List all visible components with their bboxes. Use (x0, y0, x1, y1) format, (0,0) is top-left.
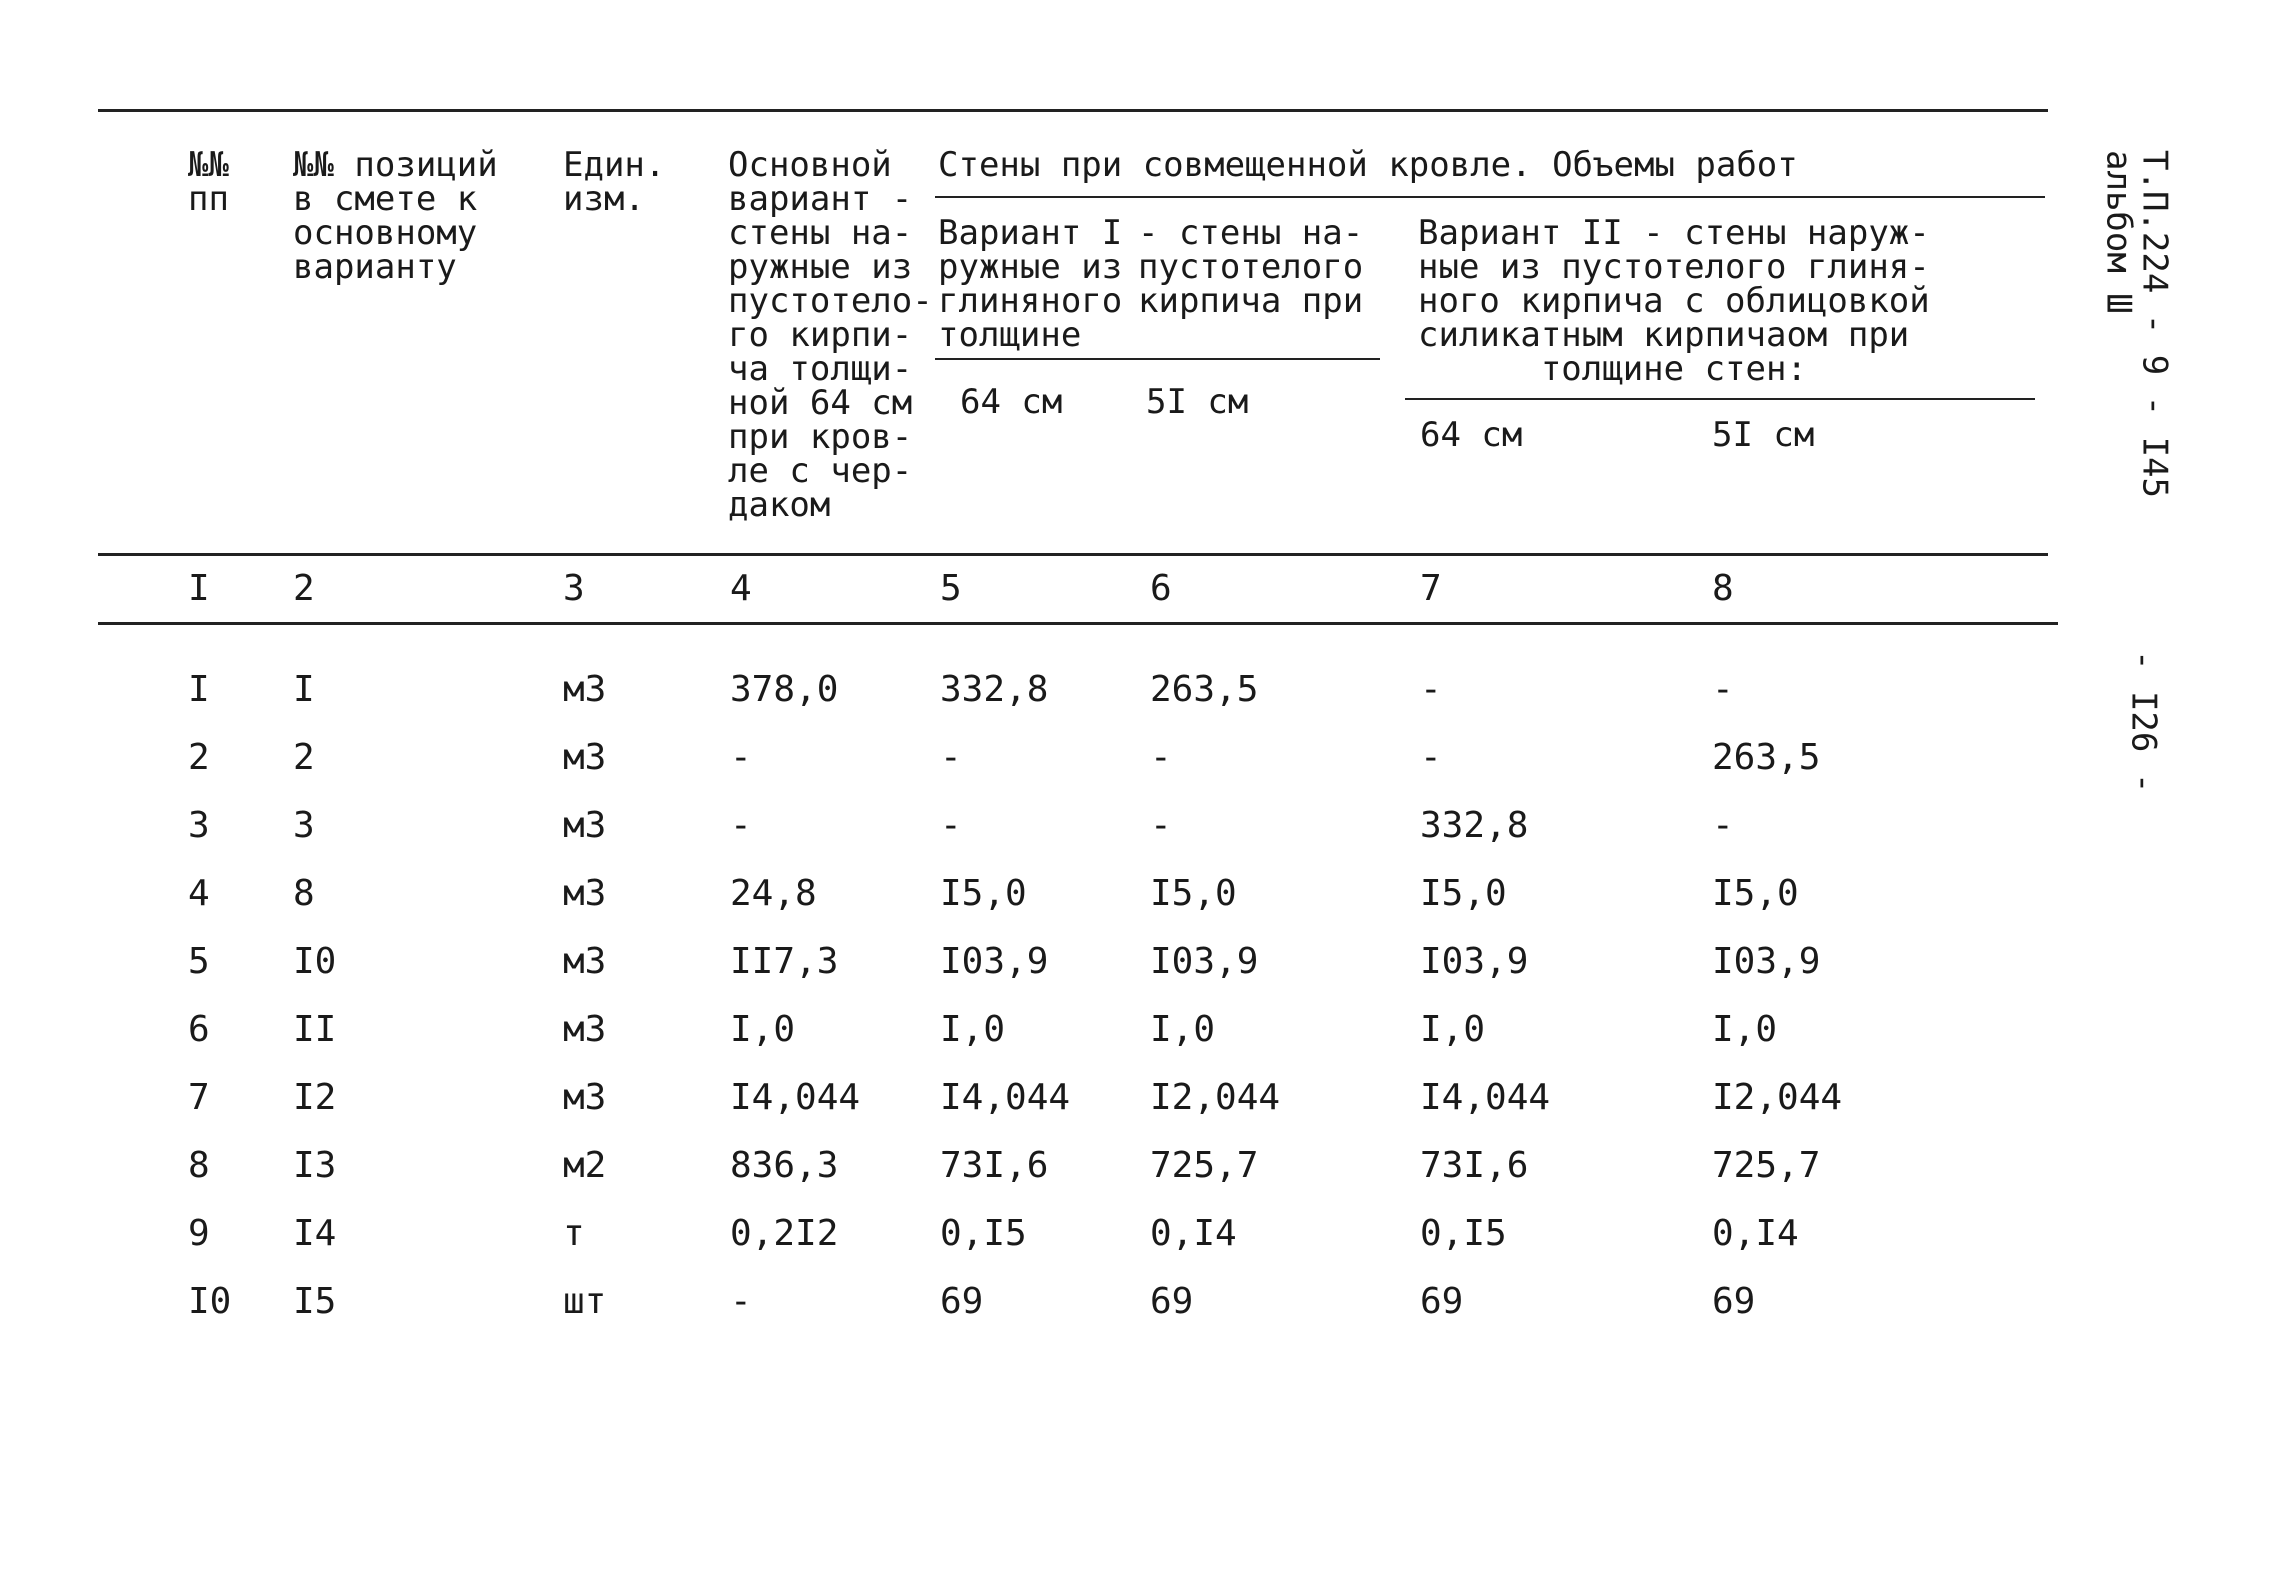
row-cell: м3 (563, 669, 607, 710)
row-cell: 263,5 (1712, 737, 1821, 778)
row-cell: I,0 (730, 1009, 796, 1050)
page-number: - I26 - (2123, 650, 2164, 794)
row-cell: I4,044 (730, 1077, 861, 1118)
row-cell: I,0 (1712, 1009, 1778, 1050)
row-cell: 332,8 (1420, 805, 1529, 846)
row-cell: 24,8 (730, 873, 817, 914)
row-cell: 4 (188, 873, 210, 914)
row-cell: I4,044 (1420, 1077, 1551, 1118)
row-cell: I5,0 (1712, 873, 1799, 914)
header-variant1-51: 5I см (1146, 382, 1249, 422)
row-cell: м2 (563, 1145, 607, 1186)
row-cell: I0 (293, 941, 337, 982)
row-cell: 836,3 (730, 1145, 839, 1186)
row-cell: м3 (563, 1077, 607, 1118)
row-cell: I5,0 (940, 873, 1027, 914)
row-cell: I3 (293, 1145, 337, 1186)
header-col-1: №№ пп (188, 145, 229, 219)
row-cell: I4 (293, 1213, 337, 1254)
row-cell: 73I,6 (1420, 1145, 1529, 1186)
row-cell: 8 (188, 1145, 210, 1186)
row-cell: - (1150, 805, 1172, 846)
row-cell: м3 (563, 873, 607, 914)
row-cell: 3 (188, 805, 210, 846)
column-number-3: 3 (563, 568, 585, 609)
row-cell: - (730, 805, 752, 846)
row-cell: 0,2I2 (730, 1213, 839, 1254)
variant1-subhead-rule (935, 358, 1380, 360)
row-cell: 378,0 (730, 669, 839, 710)
header-col-2: №№ позиций в смете к основному варианту (293, 145, 498, 287)
header-variant2: Вариант II - стены наруж- ные из пустотелого глиня- ного кирпича с облицовкой силикатным кирпичаом при толщине стен: (1418, 213, 1930, 389)
row-cell: - (730, 1281, 752, 1322)
row-cell: 0,I5 (1420, 1213, 1507, 1254)
row-cell: II (293, 1009, 337, 1050)
row-cell: - (940, 805, 962, 846)
row-cell: 73I,6 (940, 1145, 1049, 1186)
row-cell: 69 (1150, 1281, 1194, 1322)
row-cell: 2 (188, 737, 210, 778)
header-col-4: Основной вариант - стены на- ружные из пустотело- го кирпи- ча толщи- ной 64 см при кров- ле с чер- даком (728, 145, 933, 525)
row-cell: II7,3 (730, 941, 839, 982)
row-cell: 8 (293, 873, 315, 914)
header-variant2-64: 64 см (1420, 415, 1523, 455)
row-cell: 0,I4 (1712, 1213, 1799, 1254)
row-cell: шт (563, 1281, 607, 1322)
row-cell: 725,7 (1150, 1145, 1259, 1186)
row-cell: I (293, 669, 315, 710)
row-cell: 69 (1712, 1281, 1756, 1322)
row-cell: 263,5 (1150, 669, 1259, 710)
row-cell: I (188, 669, 210, 710)
row-cell: I,0 (940, 1009, 1006, 1050)
header-variant1-right: - стены на- пустотелого кирпича при (1138, 213, 1364, 321)
header-variant1-64: 64 см (960, 382, 1063, 422)
row-cell: 69 (940, 1281, 984, 1322)
row-cell: - (1420, 737, 1442, 778)
column-number-8: 8 (1712, 568, 1734, 609)
row-cell: - (940, 737, 962, 778)
row-cell: I2 (293, 1077, 337, 1118)
header-bottom-rule (98, 553, 2048, 556)
row-cell: I4,044 (940, 1077, 1071, 1118)
column-number-7: 7 (1420, 568, 1442, 609)
row-cell: I,0 (1420, 1009, 1486, 1050)
row-cell: 3 (293, 805, 315, 846)
row-cell: I03,9 (1150, 941, 1259, 982)
column-number-5: 5 (940, 568, 962, 609)
row-cell: I03,9 (1712, 941, 1821, 982)
header-variant2-51: 5I см (1712, 415, 1815, 455)
row-cell: - (1420, 669, 1442, 710)
row-cell: м3 (563, 941, 607, 982)
document-side-title: Т.П.224 - 9 - I45 альбом Ш (2098, 150, 2175, 498)
row-cell: 332,8 (940, 669, 1049, 710)
variant2-subhead-rule (1405, 398, 2035, 400)
column-number-1: I (188, 568, 210, 609)
row-cell: 6 (188, 1009, 210, 1050)
row-cell: м3 (563, 737, 607, 778)
row-cell: м3 (563, 1009, 607, 1050)
header-variant1-left: Вариант I ружные из глиняного толщине (938, 213, 1123, 355)
row-cell: I03,9 (1420, 941, 1529, 982)
header-group-title: Стены при совмещенной кровле. Объемы работ (938, 145, 1798, 185)
column-numbers-rule (98, 622, 2058, 625)
row-cell: - (730, 737, 752, 778)
row-cell: I0 (188, 1281, 232, 1322)
column-number-2: 2 (293, 568, 315, 609)
column-number-4: 4 (730, 568, 752, 609)
top-rule (98, 109, 2048, 112)
row-cell: 725,7 (1712, 1145, 1821, 1186)
row-cell: 7 (188, 1077, 210, 1118)
column-number-6: 6 (1150, 568, 1172, 609)
row-cell: м3 (563, 805, 607, 846)
row-cell: I,0 (1150, 1009, 1216, 1050)
row-cell: - (1712, 805, 1734, 846)
row-cell: 9 (188, 1213, 210, 1254)
group-title-rule (935, 196, 2045, 198)
row-cell: I2,044 (1712, 1077, 1843, 1118)
row-cell: 2 (293, 737, 315, 778)
row-cell: 0,I4 (1150, 1213, 1237, 1254)
row-cell: - (1712, 669, 1734, 710)
row-cell: I5,0 (1150, 873, 1237, 914)
row-cell: - (1150, 737, 1172, 778)
row-cell: т (563, 1213, 585, 1254)
row-cell: I5,0 (1420, 873, 1507, 914)
row-cell: 5 (188, 941, 210, 982)
row-cell: I5 (293, 1281, 337, 1322)
header-col-3: Един. изм. (563, 145, 666, 219)
row-cell: 69 (1420, 1281, 1464, 1322)
row-cell: I2,044 (1150, 1077, 1281, 1118)
row-cell: I03,9 (940, 941, 1049, 982)
row-cell: 0,I5 (940, 1213, 1027, 1254)
